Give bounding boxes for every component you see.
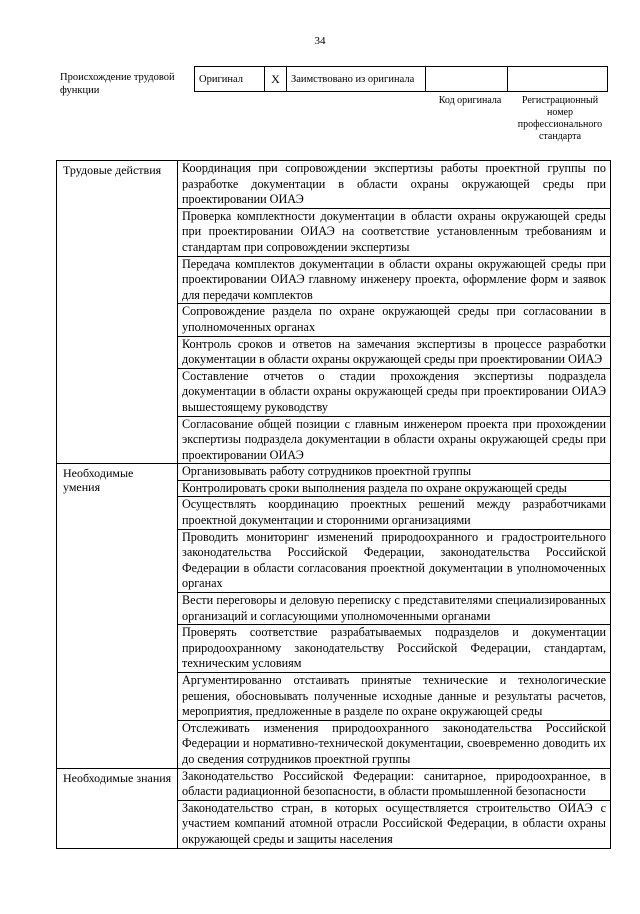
function-table — [56, 160, 611, 849]
borrowed-cell: Заимствовано из оригинала — [287, 67, 426, 92]
list-item: Проводить мониторинг изменений природоохранного и градостроительного законодательства Российской Федерации, законодательства Российской Федерации в области согласования проектной документации в уполномоченных органах — [178, 530, 610, 593]
reg-number-cell — [508, 67, 608, 92]
list-item: Отслеживать изменения природоохранного законодательства Российской Федерации и нормативно-технической документации, своевременно доводить их до сведения сотрудников проектной группы — [182, 720, 606, 766]
list-item: Сопровождение раздела по охране окружающей среды при согласовании в уполномоченных органах — [178, 304, 610, 336]
section-row — [57, 464, 611, 768]
section-items — [178, 768, 611, 848]
code-caption: Код оригинала — [438, 95, 502, 106]
list-item: Проверка комплектности документации в области охраны окружающей среды при проектировании ОИАЭ на соответствие установленным требованиям и стандартам при сопровождении экспертизы — [178, 209, 610, 257]
list-item: Организовывать работу сотрудников проектной группы — [178, 464, 610, 481]
list-item: Проверять соответствие разрабатываемых подразделов и документации природоохранному законодательству Российской Федерации, стандартам, техническим условиям — [178, 625, 610, 673]
list-item: Вести переговоры и деловую переписку с представителями специализированных организаций и согласующими уполномоченными органами — [178, 593, 610, 625]
section-items — [178, 161, 611, 464]
section-title: Трудовые действия — [57, 161, 178, 464]
list-item: Контролировать сроки выполнения раздела по охране окружающей среды — [178, 481, 610, 498]
page-number: 34 — [314, 35, 326, 47]
list-item: Передача комплектов документации в области охраны окружающей среды при проектировании ОИАЭ главному инженеру проекта, оформление форм и заявок для передачи комплектов — [178, 257, 610, 305]
original-cell: Оригинал — [195, 67, 265, 92]
list-item: Аргументированно отстаивать принятые технические и технологические решения, обосновывать полученные исходные данные и результаты расчетов, мероприятия, предложенные в разделе по охране окружающей среды — [178, 673, 610, 721]
list-item: Составление отчетов о стадии прохождения экспертизы подраздела документации в области охраны окружающей среды при проектировании ОИАЭ вышестоящему руководству — [178, 369, 610, 417]
section-title: Необходимые умения — [57, 464, 178, 768]
origin-label: Происхождение трудовой функции — [60, 72, 175, 96]
reg-number-caption: Регистрационный номер профессионального стандарта — [517, 95, 603, 142]
code-cell — [426, 67, 508, 92]
section-row — [57, 161, 611, 464]
list-item: Осуществлять координацию проектных решений между разработчиками проектной документации и сторонними организациями — [178, 497, 610, 529]
section-row — [57, 768, 611, 848]
original-mark: X — [265, 67, 287, 92]
list-item: Координация при сопровождении экспертизы работы проектной группы по разработке документации в области охраны окружающей среды при проектировании ОИАЭ — [178, 161, 610, 209]
list-item: Законодательство Российской Федерации: санитарное, природоохранное, в области радиационной безопасности, в области промышленной безопасности — [178, 769, 610, 801]
list-item: Законодательство стран, в которых осуществляется строительство ОИАЭ с участием компаний атомной отрасли Российской Федерации, в области охраны окружающей среды и защиты населения — [182, 800, 606, 846]
section-items — [178, 464, 611, 768]
section-title: Необходимые знания — [57, 768, 178, 848]
origin-table — [194, 66, 608, 92]
list-item: Контроль сроков и ответов на замечания экспертизы в процессе разработки документации в области охраны окружающей среды при проектировании ОИАЭ — [178, 337, 610, 369]
list-item: Согласование общей позиции с главным инженером проекта при прохождении экспертизы подраздела документации в области охраны окружающей среды при проектировании ОИАЭ — [182, 416, 606, 462]
